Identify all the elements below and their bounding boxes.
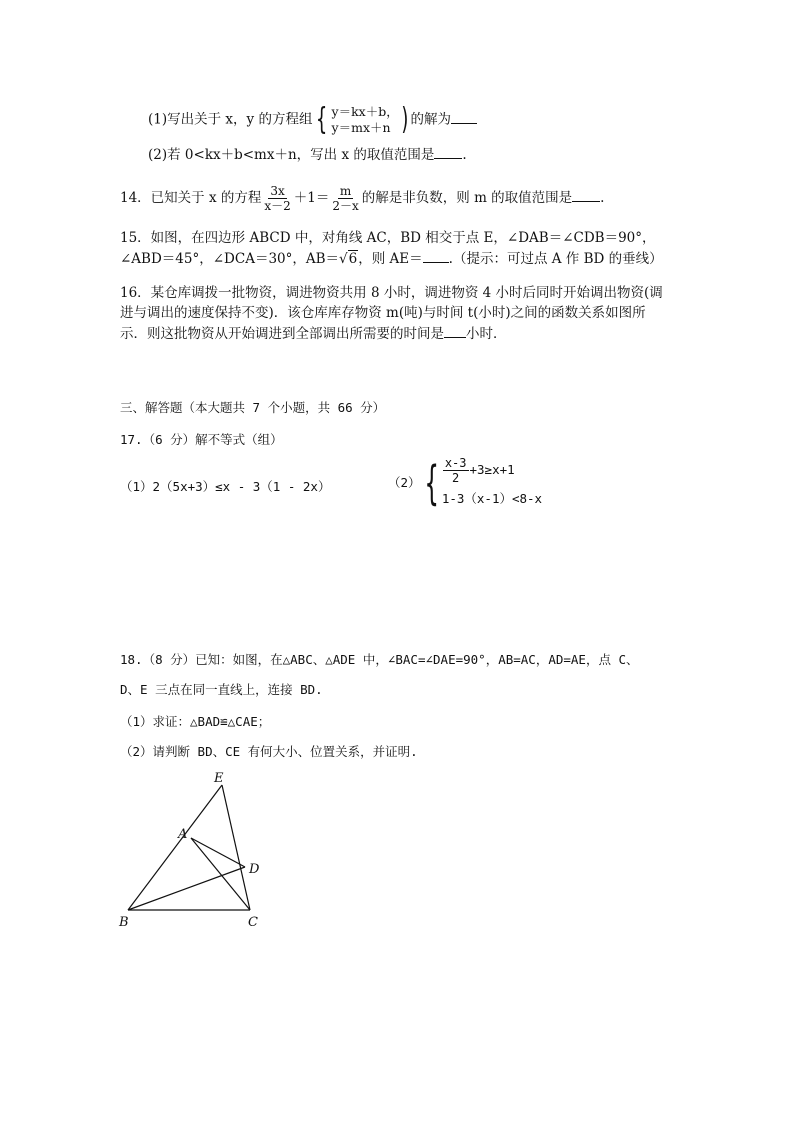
q15-line2-end: .（提示：可过点 A 作 BD 的垂线） — [448, 251, 663, 267]
q17-frac-num: x-3 — [444, 456, 467, 470]
q14-mid: ＋1＝ — [293, 190, 330, 206]
q17-p2-label: （2） — [388, 474, 421, 490]
q17-row2: 1-3（x-1）<8-x — [441, 491, 543, 506]
sqrt-icon: √ — [339, 251, 348, 267]
q13-p2-text: (2)若 0<kx＋b<mx＋n，写出 x 的取值范围是 — [148, 147, 435, 163]
q14-frac2-num: m — [339, 184, 352, 198]
q15-line2-post: ，则 AE＝ — [358, 251, 423, 267]
q15-line2-pre: ∠ABD＝45°，∠DCA＝30°，AB＝ — [120, 251, 340, 267]
q13-eq1: y＝kx＋b， — [331, 104, 399, 119]
q14-post: 的解是非负数，则 m 的取值范围是 — [361, 190, 573, 206]
q18-triangle-figure — [110, 765, 270, 935]
section3-title: 三、解答题（本大题共 7 个小题，共 66 分） — [120, 400, 386, 415]
q16-line3 — [120, 323, 507, 344]
q15-line2 — [120, 248, 663, 269]
answer-blank — [423, 248, 449, 263]
label-a: A — [178, 827, 188, 842]
q14-fraction-right — [330, 184, 360, 213]
q16-line2: 进与调出的速度保持不变)．该仓库库存物资 m(吨)与时间 t(小时)之间的函数关系如图所 — [120, 305, 646, 321]
answer-blank — [451, 109, 477, 124]
q18-line2: D、E 三点在同一直线上，连接 BD. — [120, 682, 323, 697]
q18-line1: 18.（8 分）已知：如图，在△ABC、△ADE 中，∠BAC=∠DAE=90°，AB=AC，AD=AE，点 C、 — [120, 652, 639, 667]
q14-end: . — [600, 190, 605, 206]
q13-equation-system — [312, 104, 410, 136]
q17-row1 — [442, 456, 542, 485]
q14 — [120, 184, 604, 213]
left-brace-icon: { — [316, 102, 328, 137]
answer-blank — [444, 323, 466, 338]
segment-ac — [191, 838, 250, 910]
right-paren-icon: ) — [401, 102, 409, 137]
q15-sqrt-value: 6 — [348, 251, 358, 267]
q14-frac2-den: 2－x — [332, 199, 359, 213]
q17-part2 — [388, 456, 542, 509]
q14-pre: 14．已知关于 x 的方程 — [120, 190, 262, 206]
answer-blank — [434, 144, 462, 159]
q16-line3-post: 小时． — [466, 326, 507, 342]
label-b: B — [119, 915, 129, 930]
q13-part2 — [148, 144, 467, 165]
q17-system-rows — [442, 456, 542, 509]
q14-frac1-den: x－2 — [264, 199, 291, 213]
q17-frac-den: 2 — [452, 471, 460, 485]
q16-line1: 16．某仓库调拨一批物资，调进物资共用 8 小时，调进物资 4 小时后同时开始调出物资(调 — [120, 285, 663, 301]
q13-part1 — [148, 104, 477, 136]
q17-part1: （1）2（5x+3）≤x - 3（1 - 2x） — [120, 479, 331, 494]
label-d: D — [249, 862, 260, 877]
left-brace-icon: { — [423, 455, 439, 510]
q14-fraction-left — [262, 184, 292, 213]
q18-part1: （1）求证：△BAD≌△CAE； — [120, 714, 271, 729]
label-c: C — [248, 915, 258, 930]
q15-line1: 15．如图，在四边形 ABCD 中，对角线 AC，BD 相交于点 E，∠DAB＝∠CDB＝90°， — [120, 230, 656, 246]
q13-p1-pre: (1)写出关于 x，y 的方程组 — [148, 111, 313, 128]
q16-line3-pre: 示．则这批物资从开始调进到全部调出所需要的时间是 — [120, 326, 444, 342]
q13-eq2: y＝mx＋n — [331, 120, 391, 135]
q18-part2: （2）请判断 BD、CE 有何大小、位置关系，并证明. — [120, 744, 418, 759]
q17-title: 17.（6 分）解不等式（组） — [120, 432, 283, 447]
q13-p1-post: 的解为 — [410, 111, 451, 128]
label-e: E — [214, 771, 224, 786]
q17-row1-post: +3≥x+1 — [469, 462, 515, 477]
segment-bd — [128, 867, 245, 910]
q17-fraction — [443, 456, 469, 485]
answer-blank — [572, 187, 600, 202]
segment-ec — [222, 785, 250, 910]
q13-p2-end: . — [462, 147, 467, 163]
q14-frac1-num: 3x — [270, 184, 285, 198]
